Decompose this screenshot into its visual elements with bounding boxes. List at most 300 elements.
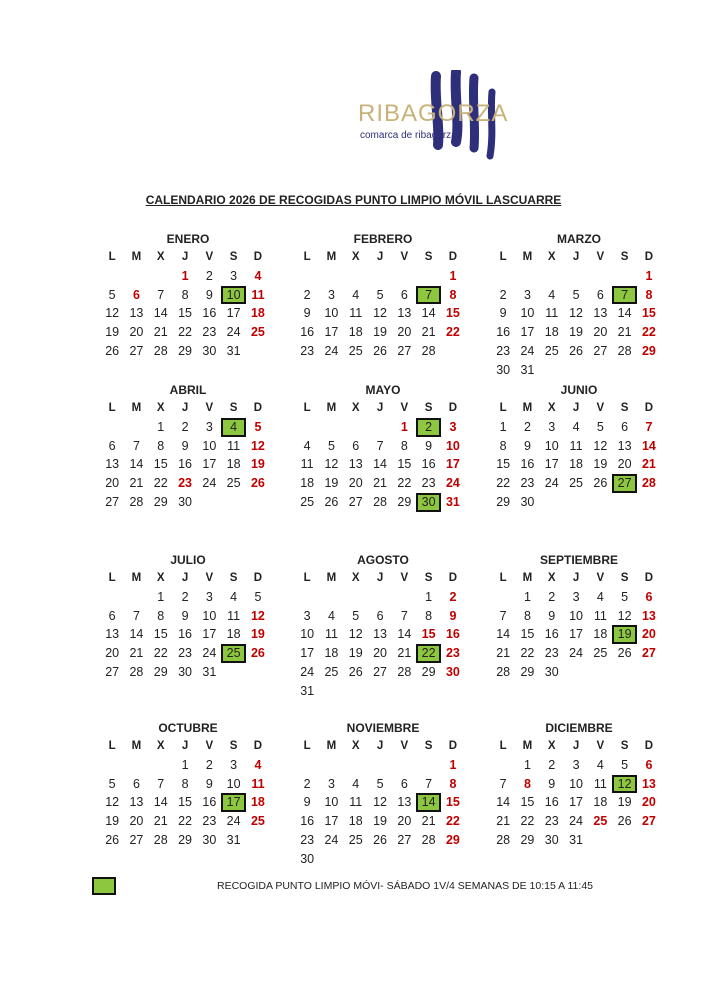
weekday-header: X <box>547 740 556 752</box>
day-cell: 12 <box>373 306 387 321</box>
day-cell: 29 <box>153 664 168 679</box>
day-cell: 10 <box>324 306 339 321</box>
weekday-header: J <box>376 740 384 752</box>
holiday-day-cell: 29 <box>641 343 656 358</box>
day-cell: 25 <box>544 343 559 358</box>
day-cell: 17 <box>300 646 315 661</box>
month-marzo <box>491 230 667 380</box>
day-cell: 14 <box>129 627 144 642</box>
holiday-day-cell: 1 <box>449 268 457 283</box>
holiday-day-cell: 23 <box>178 476 192 491</box>
month-days-grid <box>100 248 276 361</box>
weekday-header: V <box>400 740 409 752</box>
weekday-header: V <box>205 572 214 584</box>
day-cell: 6 <box>108 438 116 453</box>
holiday-day-cell: 1 <box>449 757 457 772</box>
day-cell: 5 <box>376 287 384 302</box>
day-cell: 17 <box>569 627 583 642</box>
holiday-day-cell: 20 <box>641 627 656 642</box>
day-cell: 19 <box>373 325 387 340</box>
weekday-header: X <box>547 402 556 414</box>
empty-day <box>491 588 515 607</box>
day-cell: 27 <box>105 664 120 679</box>
weekday-header: D <box>448 740 458 752</box>
month-octubre <box>100 719 276 850</box>
day-cell: 24 <box>226 814 241 829</box>
day-cell: 17 <box>520 325 535 340</box>
day-cell: 5 <box>254 589 262 604</box>
day-cell: 12 <box>569 306 583 321</box>
weekday-header: V <box>400 402 409 414</box>
day-cell: 15 <box>520 795 535 810</box>
weekday-header: S <box>620 402 629 414</box>
day-cell: 2 <box>205 268 213 283</box>
empty-day <box>540 267 564 286</box>
day-cell: 20 <box>397 814 412 829</box>
holiday-day-cell: 15 <box>421 627 436 642</box>
day-cell: 6 <box>596 287 604 302</box>
day-cell: 14 <box>617 306 632 321</box>
empty-day <box>564 267 588 286</box>
day-cell: 18 <box>226 457 241 472</box>
empty-day <box>368 588 392 607</box>
day-cell: 23 <box>202 325 217 340</box>
holiday-day-cell: 13 <box>641 776 656 791</box>
holiday-day-cell: 12 <box>250 438 265 453</box>
weekday-header: L <box>303 740 311 752</box>
weekday-header: D <box>448 402 458 414</box>
day-cell: 7 <box>499 776 507 791</box>
day-cell: 23 <box>496 343 511 358</box>
holiday-day-cell: 22 <box>445 325 460 340</box>
day-cell: 27 <box>348 494 363 509</box>
day-cell: 16 <box>178 627 192 642</box>
weekday-header: J <box>181 572 189 584</box>
day-cell: 20 <box>105 646 120 661</box>
day-cell: 19 <box>617 795 632 810</box>
day-cell: 13 <box>397 795 412 810</box>
day-cell: 20 <box>129 325 144 340</box>
day-cell: 10 <box>226 776 241 791</box>
day-cell: 24 <box>300 664 315 679</box>
month-days-grid <box>295 569 471 701</box>
holiday-day-cell: 11 <box>251 287 265 302</box>
day-cell: 23 <box>300 832 315 847</box>
day-cell: 12 <box>324 457 339 472</box>
weekday-header: D <box>448 251 458 263</box>
day-cell: 10 <box>202 438 217 453</box>
day-cell: 14 <box>397 627 412 642</box>
month-name: MAYO <box>365 383 401 397</box>
day-cell: 12 <box>105 795 120 810</box>
day-cell: 23 <box>544 646 559 661</box>
weekday-header: M <box>522 572 533 584</box>
holiday-day-cell: 1 <box>400 419 408 434</box>
weekday-header: J <box>181 402 189 414</box>
weekday-header: L <box>108 572 116 584</box>
day-cell: 18 <box>324 646 339 661</box>
empty-day <box>124 267 148 286</box>
empty-day <box>491 756 515 775</box>
day-cell: 8 <box>400 438 408 453</box>
weekday-header: L <box>108 740 116 752</box>
weekday-header: D <box>253 251 263 263</box>
weekday-header: L <box>499 251 507 263</box>
day-cell: 26 <box>617 814 632 829</box>
day-cell: 18 <box>544 325 559 340</box>
day-cell: 28 <box>129 494 144 509</box>
day-cell: 22 <box>153 476 168 491</box>
holiday-day-cell: 8 <box>449 776 457 791</box>
weekday-header: J <box>376 251 384 263</box>
day-cell: 3 <box>205 419 213 434</box>
day-cell: 10 <box>569 776 583 791</box>
weekday-header: S <box>424 402 433 414</box>
day-cell: 5 <box>596 419 604 434</box>
day-cell: 18 <box>300 476 315 491</box>
empty-day <box>416 756 440 775</box>
day-cell: 7 <box>425 776 433 791</box>
day-cell: 5 <box>108 776 116 791</box>
empty-day <box>319 756 343 775</box>
pickup-day-cell: 17 <box>221 793 245 812</box>
pickup-day-cell: 12 <box>612 775 636 794</box>
month-febrero <box>295 230 471 361</box>
day-cell: 1 <box>523 757 531 772</box>
holiday-day-cell: 19 <box>250 627 265 642</box>
holiday-day-cell: 20 <box>641 795 656 810</box>
weekday-header: X <box>156 251 165 263</box>
month-abril <box>100 381 276 512</box>
day-cell: 28 <box>421 832 436 847</box>
empty-day <box>295 756 319 775</box>
day-cell: 17 <box>324 814 339 829</box>
day-cell: 26 <box>617 646 632 661</box>
day-cell: 26 <box>593 476 608 491</box>
day-cell: 30 <box>178 494 192 509</box>
day-cell: 28 <box>397 664 412 679</box>
weekday-header: D <box>644 402 654 414</box>
day-cell: 16 <box>544 627 559 642</box>
empty-day <box>100 756 124 775</box>
day-cell: 21 <box>496 814 511 829</box>
day-cell: 31 <box>520 362 535 377</box>
weekday-header: M <box>326 740 337 752</box>
weekday-header: X <box>351 572 360 584</box>
weekday-header: X <box>351 251 360 263</box>
empty-day <box>491 267 515 286</box>
day-cell: 29 <box>520 664 535 679</box>
day-cell: 26 <box>324 494 339 509</box>
empty-day <box>100 418 124 437</box>
day-cell: 28 <box>153 343 168 358</box>
day-cell: 7 <box>157 287 165 302</box>
day-cell: 31 <box>300 683 315 698</box>
day-cell: 26 <box>569 343 583 358</box>
day-cell: 9 <box>205 287 213 302</box>
day-cell: 8 <box>523 608 531 623</box>
weekday-header: J <box>181 251 189 263</box>
weekday-header: M <box>522 740 533 752</box>
day-cell: 13 <box>105 627 120 642</box>
weekday-header: M <box>522 402 533 414</box>
weekday-header: D <box>644 740 654 752</box>
day-cell: 25 <box>226 476 241 491</box>
empty-day <box>344 418 368 437</box>
weekday-header: V <box>596 572 605 584</box>
weekday-header: M <box>131 251 142 263</box>
holiday-day-cell: 9 <box>449 608 457 623</box>
day-cell: 21 <box>129 476 144 491</box>
empty-day <box>319 267 343 286</box>
month-julio <box>100 551 276 682</box>
day-cell: 11 <box>324 627 338 642</box>
day-cell: 3 <box>303 608 311 623</box>
day-cell: 6 <box>400 287 408 302</box>
day-cell: 31 <box>226 343 241 358</box>
page-title: CALENDARIO 2026 DE RECOGIDAS PUNTO LIMPIO MÓVIL LASCUARRE <box>145 193 562 207</box>
day-cell: 28 <box>617 343 632 358</box>
day-cell: 7 <box>157 776 165 791</box>
day-cell: 4 <box>596 589 604 604</box>
empty-day <box>149 756 173 775</box>
empty-day <box>368 756 392 775</box>
month-junio <box>491 381 667 512</box>
weekday-header: M <box>131 572 142 584</box>
empty-day <box>392 756 416 775</box>
weekday-header: S <box>229 740 238 752</box>
day-cell: 16 <box>202 795 217 810</box>
pickup-day-cell: 7 <box>416 286 440 305</box>
day-cell: 8 <box>157 438 165 453</box>
day-cell: 24 <box>324 343 339 358</box>
day-cell: 20 <box>373 646 387 661</box>
day-cell: 19 <box>348 646 363 661</box>
month-mayo <box>295 381 471 512</box>
holiday-day-cell: 15 <box>445 795 460 810</box>
holiday-day-cell: 6 <box>645 757 653 772</box>
pickup-day-cell: 10 <box>221 286 245 305</box>
weekday-header: L <box>499 572 507 584</box>
empty-day <box>392 588 416 607</box>
pickup-day-cell: 19 <box>612 625 636 644</box>
day-cell: 27 <box>593 343 608 358</box>
empty-day <box>100 588 124 607</box>
holiday-day-cell: 16 <box>445 627 460 642</box>
holiday-day-cell: 6 <box>645 589 653 604</box>
day-cell: 19 <box>105 814 120 829</box>
day-cell: 18 <box>593 627 608 642</box>
day-cell: 23 <box>178 646 192 661</box>
day-cell: 30 <box>544 664 559 679</box>
month-name: JULIO <box>170 553 206 567</box>
day-cell: 27 <box>373 664 387 679</box>
empty-day <box>149 267 173 286</box>
holiday-day-cell: 18 <box>250 795 265 810</box>
weekday-header: V <box>596 402 605 414</box>
day-cell: 5 <box>572 287 580 302</box>
day-cell: 9 <box>523 438 531 453</box>
day-cell: 26 <box>373 343 387 358</box>
holiday-day-cell: 8 <box>645 287 653 302</box>
weekday-header: M <box>326 572 337 584</box>
day-cell: 10 <box>520 306 535 321</box>
empty-day <box>368 418 392 437</box>
holiday-day-cell: 17 <box>445 457 460 472</box>
holiday-day-cell: 8 <box>523 776 531 791</box>
day-cell: 13 <box>593 306 608 321</box>
day-cell: 19 <box>593 457 608 472</box>
day-cell: 15 <box>178 306 192 321</box>
weekday-header: J <box>572 251 580 263</box>
day-cell: 1 <box>425 589 433 604</box>
day-cell: 5 <box>621 757 629 772</box>
day-cell: 16 <box>300 814 315 829</box>
day-cell: 28 <box>373 494 387 509</box>
day-cell: 20 <box>617 457 632 472</box>
day-cell: 5 <box>352 608 360 623</box>
day-cell: 26 <box>348 664 363 679</box>
holiday-day-cell: 18 <box>250 306 265 321</box>
day-cell: 17 <box>569 795 583 810</box>
weekday-header: V <box>205 402 214 414</box>
day-cell: 21 <box>373 476 387 491</box>
day-cell: 16 <box>178 457 192 472</box>
day-cell: 22 <box>496 476 511 491</box>
empty-day <box>295 267 319 286</box>
day-cell: 27 <box>397 832 412 847</box>
day-cell: 21 <box>496 646 511 661</box>
day-cell: 10 <box>544 438 559 453</box>
day-cell: 21 <box>421 814 436 829</box>
day-cell: 6 <box>400 776 408 791</box>
day-cell: 27 <box>105 494 120 509</box>
day-cell: 6 <box>376 608 384 623</box>
day-cell: 2 <box>548 589 556 604</box>
day-cell: 15 <box>397 457 412 472</box>
day-cell: 29 <box>178 832 192 847</box>
day-cell: 26 <box>105 343 120 358</box>
day-cell: 24 <box>520 343 535 358</box>
holiday-day-cell: 27 <box>641 814 656 829</box>
day-cell: 18 <box>348 325 363 340</box>
day-cell: 5 <box>108 287 116 302</box>
day-cell: 16 <box>496 325 511 340</box>
holiday-day-cell: 27 <box>641 646 656 661</box>
holiday-day-cell: 11 <box>251 776 265 791</box>
day-cell: 11 <box>300 457 314 472</box>
day-cell: 13 <box>617 438 632 453</box>
day-cell: 29 <box>496 494 511 509</box>
day-cell: 10 <box>300 627 315 642</box>
day-cell: 19 <box>373 814 387 829</box>
holiday-day-cell: 10 <box>445 438 460 453</box>
day-cell: 28 <box>496 664 511 679</box>
day-cell: 4 <box>596 757 604 772</box>
day-cell: 14 <box>421 306 436 321</box>
day-cell: 3 <box>572 757 580 772</box>
day-cell: 11 <box>593 608 607 623</box>
month-name: DICIEMBRE <box>545 721 613 735</box>
day-cell: 7 <box>376 438 384 453</box>
pickup-day-cell: 14 <box>416 793 440 812</box>
logo-wordmark: RIBAGORZA <box>358 100 509 127</box>
legend-text: RECOGIDA PUNTO LIMPIO MÓVI- SÁBADO 1V/4 SEMANAS DE 10:15 A 11:45 <box>217 880 593 892</box>
weekday-header: S <box>229 251 238 263</box>
weekday-header: S <box>229 572 238 584</box>
weekday-header: V <box>205 740 214 752</box>
day-cell: 24 <box>202 476 217 491</box>
day-cell: 29 <box>178 343 192 358</box>
day-cell: 31 <box>226 832 241 847</box>
day-cell: 21 <box>153 325 168 340</box>
day-cell: 15 <box>520 627 535 642</box>
day-cell: 24 <box>324 832 339 847</box>
weekday-header: X <box>547 572 556 584</box>
empty-day <box>124 588 148 607</box>
empty-day <box>368 267 392 286</box>
pickup-day-cell: 2 <box>416 418 440 437</box>
day-cell: 15 <box>153 627 168 642</box>
day-cell: 25 <box>300 494 315 509</box>
day-cell: 3 <box>523 287 531 302</box>
day-cell: 9 <box>499 306 507 321</box>
empty-day <box>612 267 636 286</box>
day-cell: 23 <box>544 814 559 829</box>
day-cell: 2 <box>181 589 189 604</box>
month-days-grid <box>491 248 667 380</box>
day-cell: 11 <box>593 776 607 791</box>
day-cell: 13 <box>373 627 387 642</box>
weekday-header: D <box>253 740 263 752</box>
day-cell: 7 <box>499 608 507 623</box>
pickup-day-cell: 25 <box>221 644 245 663</box>
day-cell: 20 <box>105 476 120 491</box>
day-cell: 20 <box>397 325 412 340</box>
day-cell: 3 <box>230 757 238 772</box>
day-cell: 23 <box>520 476 535 491</box>
month-name: ABRIL <box>169 383 207 397</box>
day-cell: 12 <box>593 438 608 453</box>
day-cell: 16 <box>544 795 559 810</box>
day-cell: 16 <box>300 325 315 340</box>
month-diciembre <box>491 719 667 850</box>
day-cell: 25 <box>324 664 339 679</box>
day-cell: 15 <box>178 795 192 810</box>
day-cell: 17 <box>544 457 559 472</box>
holiday-day-cell: 6 <box>132 287 140 302</box>
weekday-header: M <box>326 251 337 263</box>
month-days-grid <box>295 248 471 361</box>
day-cell: 11 <box>227 438 241 453</box>
day-cell: 30 <box>300 851 315 866</box>
weekday-header: S <box>620 572 629 584</box>
day-cell: 10 <box>202 608 217 623</box>
holiday-day-cell: 31 <box>445 494 460 509</box>
empty-day <box>515 267 539 286</box>
day-cell: 20 <box>593 325 608 340</box>
day-cell: 11 <box>227 608 241 623</box>
day-cell: 4 <box>327 608 335 623</box>
month-noviembre <box>295 719 471 869</box>
day-cell: 1 <box>157 589 165 604</box>
weekday-header: D <box>644 572 654 584</box>
weekday-header: J <box>181 740 189 752</box>
holiday-day-cell: 25 <box>250 325 265 340</box>
day-cell: 30 <box>202 832 217 847</box>
month-agosto <box>295 551 471 701</box>
month-days-grid <box>295 737 471 869</box>
